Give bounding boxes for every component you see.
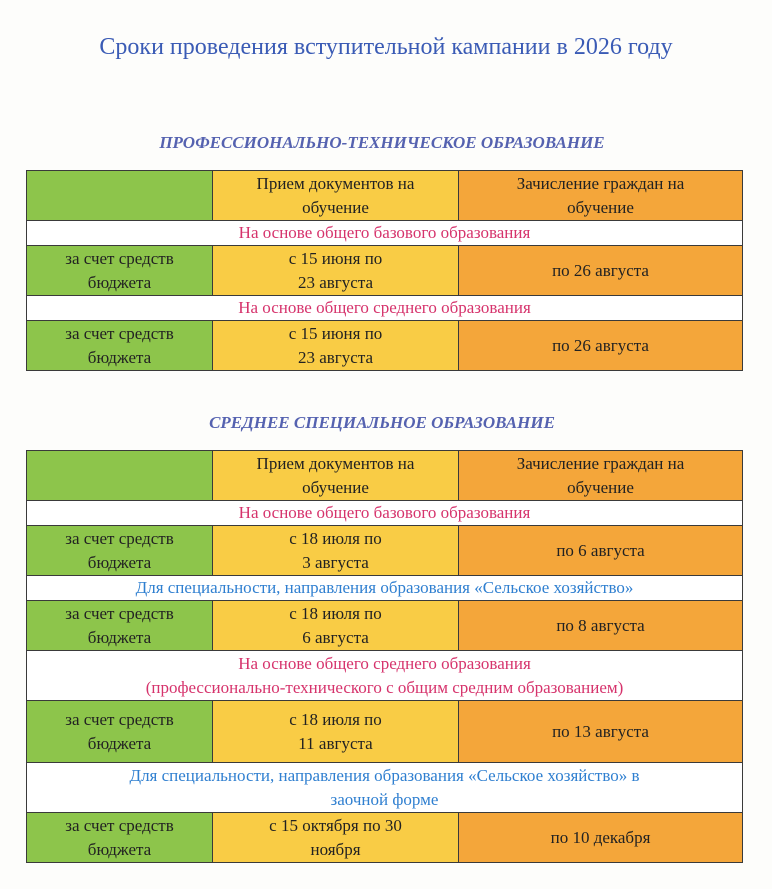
table-row [27, 701, 743, 763]
subheader-secondary-vocational: На основе общего среднего образования (профессионально-технического с общим средним образованием) [27, 651, 743, 701]
documents-period-cell: с 18 июля по 3 августа [213, 526, 459, 576]
documents-period-cell: с 18 июля по 11 августа [213, 701, 459, 763]
section-title-vocational: ПРОФЕССИОНАЛЬНО-ТЕХНИЧЕСКОЕ ОБРАЗОВАНИЕ [159, 133, 605, 152]
table-header-row [27, 451, 743, 501]
section-title-specialized-secondary: СРЕДНЕЕ СПЕЦИАЛЬНОЕ ОБРАЗОВАНИЕ [209, 413, 555, 432]
subheader-agriculture-correspondence: Для специальности, направления образования «Сельское хозяйство» в заочной форме [27, 763, 743, 813]
table-row [27, 246, 743, 296]
enrollment-deadline-cell: по 6 августа [459, 526, 743, 576]
subheader-agriculture: Для специальности, направления образования «Сельское хозяйство» [27, 576, 743, 601]
documents-period-cell: с 15 октября по 30 ноября [213, 813, 459, 863]
documents-period-cell: с 18 июля по 6 августа [213, 601, 459, 651]
subheader-row [27, 501, 743, 526]
enrollment-deadline-cell: по 8 августа [459, 601, 743, 651]
funding-cell: за счет средств бюджета [27, 813, 213, 863]
funding-cell: за счет средств бюджета [27, 526, 213, 576]
header-empty-cell [27, 171, 213, 221]
funding-cell: за счет средств бюджета [27, 321, 213, 371]
header-enrollment: Зачисление граждан на обучение [459, 171, 743, 221]
documents-period-cell: с 15 июня по 23 августа [213, 246, 459, 296]
table-row [27, 813, 743, 863]
subheader-row [27, 576, 743, 601]
enrollment-deadline-cell: по 10 декабря [459, 813, 743, 863]
funding-cell: за счет средств бюджета [27, 701, 213, 763]
specialized-schedule-table [26, 450, 743, 863]
header-empty-cell [27, 451, 213, 501]
documents-period-cell: с 15 июня по 23 августа [213, 321, 459, 371]
vocational-schedule-table [26, 170, 743, 371]
subheader-row [27, 763, 743, 813]
enrollment-deadline-cell: по 26 августа [459, 246, 743, 296]
funding-cell: за счет средств бюджета [27, 246, 213, 296]
subheader-row [27, 221, 743, 246]
table-row [27, 526, 743, 576]
page-title: Сроки проведения вступительной кампании в 2026 году [99, 34, 673, 60]
table-header-row [27, 171, 743, 221]
subheader-basic-education: На основе общего базового образования [27, 501, 743, 526]
header-enrollment: Зачисление граждан на обучение [459, 451, 743, 501]
subheader-row [27, 651, 743, 701]
enrollment-deadline-cell: по 13 августа [459, 701, 743, 763]
funding-cell: за счет средств бюджета [27, 601, 213, 651]
subheader-row [27, 296, 743, 321]
table-row [27, 321, 743, 371]
subheader-basic-education: На основе общего базового образования [27, 221, 743, 246]
table-row [27, 601, 743, 651]
enrollment-deadline-cell: по 26 августа [459, 321, 743, 371]
subheader-secondary-education: На основе общего среднего образования [27, 296, 743, 321]
header-documents: Прием документов на обучение [213, 451, 459, 501]
header-documents: Прием документов на обучение [213, 171, 459, 221]
